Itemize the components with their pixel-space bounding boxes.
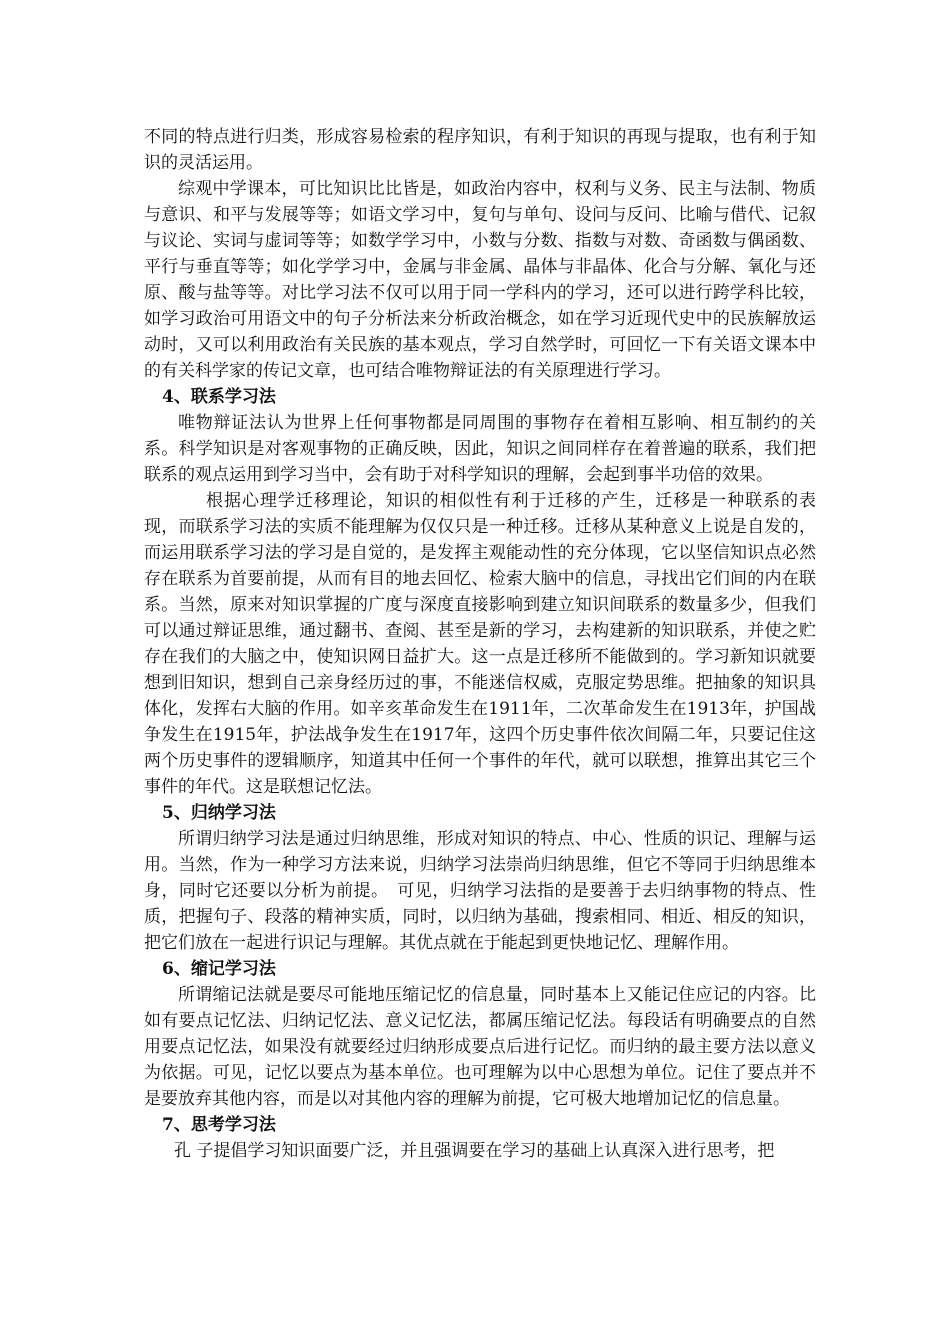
paragraph-condensed-memory: 所谓缩记法就是要尽可能地压缩记忆的信息量，同时基本上又能记住应记的内容。比如有要点记忆法、归纳记忆法、意义记忆法，都属压缩记忆法。每段话有明确要点的自然用要点记忆法，如果没有就要经过归纳形成要点后进行记忆。而归纳的最主要方法以意义为依据。可见，记忆以要点为基本单位。也可理解为以中心思想为单位。记住了要点并不是要放弃其他内容，而是以对其他内容的理解为前提，它可极大地增加记忆的信息量。 <box>144 985 816 1109</box>
paragraph-connection-intro: 唯物辩证法认为世界上任何事物都是同周围的事物存在着相互影响、相互制约的关系。科学知识是对客观事物的正确反映，因此，知识之间同样存在着普遍的联系，我们把联系的观点运用到学习当中，会有助于对科学知识的理解，会起到事半功倍的效果。 <box>144 413 816 485</box>
section-heading-7: 7、思考学习法 <box>162 1115 276 1135</box>
section-heading-4: 4、联系学习法 <box>162 387 276 407</box>
section-heading-6: 6、缩记学习法 <box>162 959 276 979</box>
paragraph-connection-detail: 根据心理学迁移理论，知识的相似性有利于迁移的产生，迁移是一种联系的表现，而联系学习法的实质不能理解为仅仅只是一种迁移。迁移从某种意义上说是自发的，而运用联系学习法的学习是自觉的，是发挥主观能动性的充分体现，它以坚信知识点必然存在联系为首要前提，从而有目的地去回忆、检索大脑中的信息，寻找出它们间的内在联系。当然，原来对知识掌握的广度与深度直接影响到建立知识间联系的数量多少，但我们可以通过辩证思维，通过翻书、查阅、甚至是新的学习，去构建新的知识联系，并使之贮存在我们的大脑之中，使知识网日益扩大。这一点是迁移所不能做到的。学习新知识就要想到旧知识，想到自己亲身经历过的事，不能迷信权威，克服定势思维。把抽象的知识具体化，发挥右大脑的作用。如辛亥革命发生在1911年，二次革命发生在1913年，护国战争发生在1915年，护法战争发生在1917年，这四个历史事件依次间隔二年，只要记住这两个历史事件的逻辑顺序，知道其中任何一个事件的年代，就可以联想，推算出其它三个事件的年代。这是联想记忆法。 <box>144 491 816 797</box>
paragraph-induction: 所谓归纳学习法是通过归纳思维，形成对知识的特点、中心、性质的识记、理解与运用。当然，作为一种学习方法来说，归纳学习法崇尚归纳思维，但它不等同于归纳思维本身，同时它还要以分析为前提。 可见，归纳学习法指的是要善于去归纳事物的特点、性质，把握句子、段落的精神实质，同时，以归纳为基础，搜索相同、相近、相反的知识，把它们放在一起进行识记与理解。其优点就在于能起到更快地记忆、理解作用。 <box>144 829 816 953</box>
paragraph-thinking-start: 孔 子提倡学习知识面要广泛，并且强调要在学习的基础上认真深入进行思考，把 <box>174 1141 775 1161</box>
document-page <box>144 124 816 1164</box>
paragraph-comparison-examples: 综观中学课本，可比知识比比皆是，如政治内容中，权利与义务、民主与法制、物质与意识、和平与发展等等；如语文学习中，复句与单句、设问与反问、比喻与借代、记叙与议论、实词与虚词等等；如数学学习中，小数与分数、指数与对数、奇函数与偶函数、平行与垂直等等；如化学学习中，金属与非金属、晶体与非晶体、化合与分解、氧化与还原、酸与盐等等。对比学习法不仅可以用于同一学科内的学习，还可以进行跨学科比较，如学习政治可用语文中的句子分析法来分析政治概念，如在学习近现代史中的民族解放运动时，又可以利用政治有关民族的基本观点，学习自然学时，可回忆一下有关语文课本中的有关科学家的传记文章，也可结合唯物辩证法的有关原理进行学习。 <box>144 179 816 381</box>
paragraph-intro-continuation: 不同的特点进行归类，形成容易检索的程序知识，有利于知识的再现与提取，也有利于知识的灵活运用。 <box>144 127 816 173</box>
section-heading-5: 5、归纳学习法 <box>162 803 276 823</box>
